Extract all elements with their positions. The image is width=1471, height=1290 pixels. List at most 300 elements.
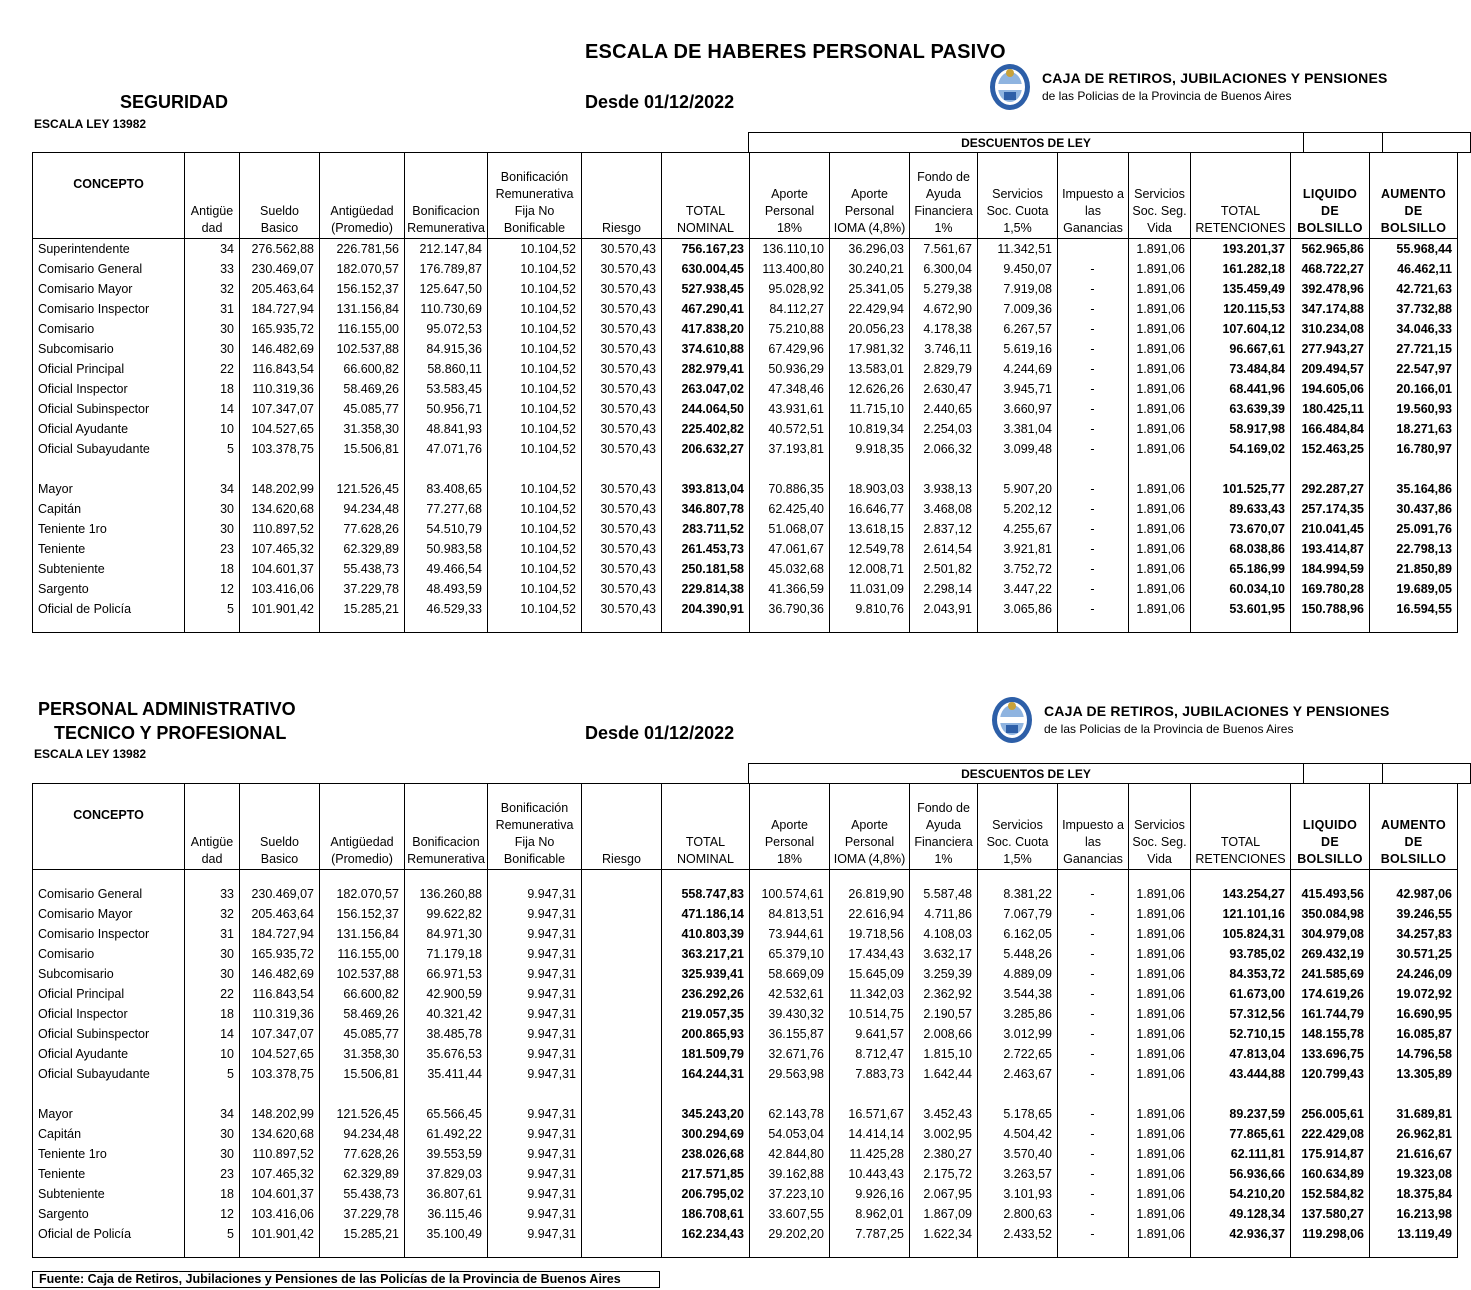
table-cell: 22.429,94: [830, 299, 910, 319]
table-cell: -: [1058, 984, 1129, 1004]
table-cell: 77.628,26: [320, 519, 405, 539]
descuentos-label: DESCUENTOS DE LEY: [749, 133, 1304, 152]
table-cell: 10.514,75: [830, 1004, 910, 1024]
table-cell: 101.901,42: [240, 1224, 320, 1244]
table-cell: 104.601,37: [240, 559, 320, 579]
table-cell: 66.600,82: [320, 359, 405, 379]
table-cell: [582, 1144, 662, 1164]
table-cell: 43.931,61: [750, 399, 830, 419]
table-cell: 2.067,95: [910, 1184, 978, 1204]
table-cell: 3.660,97: [978, 399, 1058, 419]
table-cell: 16.213,98: [1370, 1204, 1458, 1224]
table-cell: 1.891,06: [1129, 1124, 1191, 1144]
col-antiguedad-promedio: Antigüedad (Promedio): [320, 153, 405, 239]
col-total-retenciones: TOTAL RETENCIONES: [1191, 153, 1291, 239]
table-cell: 45.032,68: [750, 559, 830, 579]
table-cell: 527.938,45: [662, 279, 750, 299]
salary-table-administrativo: [32, 783, 1458, 1258]
table-cell: 36.155,87: [750, 1024, 830, 1044]
table-cell: 3.285,86: [978, 1004, 1058, 1024]
table-cell: 14: [185, 399, 240, 419]
col-total-nominal: TOTAL NOMINAL: [662, 784, 750, 870]
table-cell: 30: [185, 339, 240, 359]
row-concepto: Comisario Mayor: [33, 904, 185, 924]
table-cell: 68.441,96: [1191, 379, 1291, 399]
table-cell: 33: [185, 259, 240, 279]
table-cell: 181.509,79: [662, 1044, 750, 1064]
table-cell: 3.632,17: [910, 944, 978, 964]
table-cell: 39.430,32: [750, 1004, 830, 1024]
table-cell: 94.234,48: [320, 1124, 405, 1144]
col-total-nominal: TOTAL NOMINAL: [662, 153, 750, 239]
table-cell: -: [1058, 439, 1129, 459]
table-cell: 10.104,52: [488, 499, 582, 519]
table-cell: 236.292,26: [662, 984, 750, 1004]
salary-table-seguridad: [32, 152, 1458, 633]
table-cell: 30: [185, 1124, 240, 1144]
table-cell: 18: [185, 379, 240, 399]
table-cell: 15.285,21: [320, 599, 405, 619]
col-sueldo-basico: Sueldo Basico: [240, 153, 320, 239]
table-cell: 1.891,06: [1129, 944, 1191, 964]
table-cell: 1.891,06: [1129, 479, 1191, 499]
table-cell: 12.008,71: [830, 559, 910, 579]
table-cell: 9.947,31: [488, 984, 582, 1004]
table-cell: 116.843,54: [240, 984, 320, 1004]
table-cell: 31: [185, 299, 240, 319]
table-row: [33, 519, 1458, 539]
table-cell: 261.453,73: [662, 539, 750, 559]
table-cell: 1.891,06: [1129, 519, 1191, 539]
table-row: [33, 259, 1458, 279]
table-cell: 186.708,61: [662, 1204, 750, 1224]
table-row: [33, 1164, 1458, 1184]
table-cell: -: [1058, 1004, 1129, 1024]
table-cell: 134.620,68: [240, 1124, 320, 1144]
table-cell: 9.947,31: [488, 944, 582, 964]
table-cell: 37.193,81: [750, 439, 830, 459]
institution-logo: [988, 62, 1388, 110]
table-cell: 1.867,09: [910, 1204, 978, 1224]
table-cell: 54.210,20: [1191, 1184, 1291, 1204]
table-cell: 11.342,51: [978, 239, 1058, 260]
table-cell: 1.622,34: [910, 1224, 978, 1244]
table-cell: 95.028,92: [750, 279, 830, 299]
table-cell: 62.329,89: [320, 539, 405, 559]
table-cell: 1.891,06: [1129, 599, 1191, 619]
spacer-row: [33, 1244, 1458, 1258]
table-cell: 50.956,71: [405, 399, 488, 419]
table-cell: 3.065,86: [978, 599, 1058, 619]
table-cell: 18: [185, 1184, 240, 1204]
table-cell: 47.071,76: [405, 439, 488, 459]
table-cell: 30.570,43: [582, 439, 662, 459]
table-row: [33, 279, 1458, 299]
institution-logo-2: [990, 695, 1390, 743]
row-concepto: Oficial Subinspector: [33, 399, 185, 419]
table-cell: 347.174,88: [1291, 299, 1370, 319]
table-cell: 558.747,83: [662, 884, 750, 904]
table-cell: 9.641,57: [830, 1024, 910, 1044]
table-cell: 89.237,59: [1191, 1104, 1291, 1124]
table-cell: 3.381,04: [978, 419, 1058, 439]
table-cell: 156.152,37: [320, 279, 405, 299]
row-concepto: Oficial Subayudante: [33, 1064, 185, 1084]
table-cell: 467.290,41: [662, 299, 750, 319]
row-concepto: Comisario General: [33, 884, 185, 904]
table-cell: 110.730,69: [405, 299, 488, 319]
table-cell: -: [1058, 884, 1129, 904]
descuentos-label: DESCUENTOS DE LEY: [749, 764, 1304, 783]
table-row: [33, 599, 1458, 619]
table-cell: 101.901,42: [240, 599, 320, 619]
table-cell: 30: [185, 964, 240, 984]
table-cell: 9.947,31: [488, 1184, 582, 1204]
table-cell: 152.584,82: [1291, 1184, 1370, 1204]
table-cell: 99.622,82: [405, 904, 488, 924]
table-cell: 30.570,43: [582, 499, 662, 519]
table-cell: 66.971,53: [405, 964, 488, 984]
table-cell: 40.572,51: [750, 419, 830, 439]
table-cell: 103.378,75: [240, 1064, 320, 1084]
table-cell: 22.547,97: [1370, 359, 1458, 379]
table-cell: 60.034,10: [1191, 579, 1291, 599]
table-cell: 193.414,87: [1291, 539, 1370, 559]
col-aporte-18: Aporte Personal 18%: [750, 153, 830, 239]
col-antiguedad-anios: Antigüe dad: [185, 153, 240, 239]
table-cell: 121.526,45: [320, 1104, 405, 1124]
table-row: [33, 439, 1458, 459]
table-cell: 94.234,48: [320, 499, 405, 519]
table-cell: 184.727,94: [240, 924, 320, 944]
table-cell: 165.935,72: [240, 944, 320, 964]
table-cell: 22: [185, 984, 240, 1004]
table-cell: 9.947,31: [488, 1124, 582, 1144]
table-cell: 9.926,16: [830, 1184, 910, 1204]
table-cell: -: [1058, 579, 1129, 599]
table-cell: 325.939,41: [662, 964, 750, 984]
table-cell: 250.181,58: [662, 559, 750, 579]
table-cell: 3.101,93: [978, 1184, 1058, 1204]
table-cell: 1.891,06: [1129, 279, 1191, 299]
table-row: [33, 559, 1458, 579]
table-cell: 11.425,28: [830, 1144, 910, 1164]
table-cell: 30.570,43: [582, 539, 662, 559]
table-cell: 9.947,31: [488, 1164, 582, 1184]
table-cell: 42.936,37: [1191, 1224, 1291, 1244]
table-cell: 32: [185, 279, 240, 299]
table-cell: 2.722,65: [978, 1044, 1058, 1064]
table-cell: 9.947,31: [488, 964, 582, 984]
table-cell: 61.492,22: [405, 1124, 488, 1144]
table-cell: 110.897,52: [240, 1144, 320, 1164]
table-cell: 2.043,91: [910, 599, 978, 619]
table-cell: 16.780,97: [1370, 439, 1458, 459]
table-cell: 225.402,82: [662, 419, 750, 439]
table-cell: 238.026,68: [662, 1144, 750, 1164]
table-cell: 30.570,43: [582, 339, 662, 359]
table-cell: 9.947,31: [488, 1224, 582, 1244]
table-cell: 104.527,65: [240, 419, 320, 439]
table-cell: 31.358,30: [320, 419, 405, 439]
table-cell: 38.485,78: [405, 1024, 488, 1044]
table-cell: 116.155,00: [320, 319, 405, 339]
table-cell: 34: [185, 1104, 240, 1124]
table-cell: 230.469,07: [240, 884, 320, 904]
table-cell: 5.907,20: [978, 479, 1058, 499]
table-cell: 1.891,06: [1129, 1204, 1191, 1224]
table-cell: 16.690,95: [1370, 1004, 1458, 1024]
table-cell: 2.175,72: [910, 1164, 978, 1184]
table-cell: 31: [185, 924, 240, 944]
table-cell: 103.378,75: [240, 439, 320, 459]
table-cell: 134.620,68: [240, 499, 320, 519]
logo-subtitle: de las Policias de la Provincia de Buenos Aires: [1044, 721, 1294, 736]
table-cell: 4.889,09: [978, 964, 1058, 984]
table-cell: 137.580,27: [1291, 1204, 1370, 1224]
table-cell: 84.971,30: [405, 924, 488, 944]
table-cell: 4.244,69: [978, 359, 1058, 379]
table-cell: 18: [185, 1004, 240, 1024]
table-row: [33, 299, 1458, 319]
table-cell: 1.642,44: [910, 1064, 978, 1084]
table-cell: 292.287,27: [1291, 479, 1370, 499]
table-cell: 42.721,63: [1370, 279, 1458, 299]
table-cell: 6.300,04: [910, 259, 978, 279]
table-cell: 29.202,20: [750, 1224, 830, 1244]
table-cell: 10.104,52: [488, 519, 582, 539]
table-cell: 156.152,37: [320, 904, 405, 924]
table-cell: 1.891,06: [1129, 339, 1191, 359]
table-cell: 15.285,21: [320, 1224, 405, 1244]
table-cell: 209.494,57: [1291, 359, 1370, 379]
table-cell: 471.186,14: [662, 904, 750, 924]
table-cell: 56.936,66: [1191, 1164, 1291, 1184]
table-cell: 58.469,26: [320, 1004, 405, 1024]
table-cell: 10.104,52: [488, 319, 582, 339]
table-cell: 107.347,07: [240, 1024, 320, 1044]
table-cell: 14.414,14: [830, 1124, 910, 1144]
table-row: [33, 944, 1458, 964]
table-cell: 15.645,09: [830, 964, 910, 984]
table-cell: 110.897,52: [240, 519, 320, 539]
table-cell: -: [1058, 599, 1129, 619]
table-cell: 8.962,01: [830, 1204, 910, 1224]
table-cell: 30.437,86: [1370, 499, 1458, 519]
table-cell: 277.943,27: [1291, 339, 1370, 359]
table-cell: [582, 1164, 662, 1184]
table-cell: 9.947,31: [488, 1024, 582, 1044]
table-cell: 21.616,67: [1370, 1144, 1458, 1164]
col-aumento: AUMENTO DE BOLSILLO: [1370, 784, 1458, 870]
table-cell: 276.562,88: [240, 239, 320, 260]
table-cell: 30: [185, 519, 240, 539]
table-cell: 96.667,61: [1191, 339, 1291, 359]
table-cell: 1.891,06: [1129, 1044, 1191, 1064]
table-cell: 1.891,06: [1129, 319, 1191, 339]
table-cell: 54.053,04: [750, 1124, 830, 1144]
table-cell: 14: [185, 1024, 240, 1044]
table-cell: 2.463,67: [978, 1064, 1058, 1084]
table-cell: 37.829,03: [405, 1164, 488, 1184]
table-cell: 30.571,25: [1370, 944, 1458, 964]
table-cell: 9.947,31: [488, 1044, 582, 1064]
table-cell: 10.104,52: [488, 579, 582, 599]
table-cell: 19.689,05: [1370, 579, 1458, 599]
row-concepto: Comisario Inspector: [33, 299, 185, 319]
table-cell: 282.979,41: [662, 359, 750, 379]
table-cell: [582, 1004, 662, 1024]
table-cell: 146.482,69: [240, 964, 320, 984]
table-cell: 121.101,16: [1191, 904, 1291, 924]
table-cell: 37.732,88: [1370, 299, 1458, 319]
table-cell: 9.947,31: [488, 884, 582, 904]
table-cell: 2.614,54: [910, 539, 978, 559]
table-cell: 10.104,52: [488, 599, 582, 619]
table-cell: 35.411,44: [405, 1064, 488, 1084]
table-cell: 13.119,49: [1370, 1224, 1458, 1244]
table-cell: -: [1058, 519, 1129, 539]
row-concepto: Mayor: [33, 1104, 185, 1124]
table-cell: 2.501,82: [910, 559, 978, 579]
table-cell: 1.815,10: [910, 1044, 978, 1064]
table-cell: 4.504,42: [978, 1124, 1058, 1144]
table-cell: 22: [185, 359, 240, 379]
table-row: [33, 1044, 1458, 1064]
table-cell: 34.046,33: [1370, 319, 1458, 339]
table-cell: -: [1058, 379, 1129, 399]
row-concepto: Teniente 1ro: [33, 1144, 185, 1164]
table-cell: 73.670,07: [1191, 519, 1291, 539]
table-cell: 30.570,43: [582, 399, 662, 419]
table-cell: 55.438,73: [320, 559, 405, 579]
row-concepto: Oficial de Policía: [33, 599, 185, 619]
table-cell: 46.529,33: [405, 599, 488, 619]
table-cell: 37.223,10: [750, 1184, 830, 1204]
table-cell: 135.459,49: [1191, 279, 1291, 299]
table-cell: 8.381,22: [978, 884, 1058, 904]
table-cell: 15.506,81: [320, 1064, 405, 1084]
table-cell: 10.104,52: [488, 299, 582, 319]
table-cell: 10.104,52: [488, 479, 582, 499]
table-cell: 33: [185, 884, 240, 904]
table-cell: 14.796,58: [1370, 1044, 1458, 1064]
row-concepto: Subcomisario: [33, 339, 185, 359]
table-cell: 8.712,47: [830, 1044, 910, 1064]
row-concepto: Sargento: [33, 1204, 185, 1224]
table-cell: 10.104,52: [488, 259, 582, 279]
table-cell: 15.506,81: [320, 439, 405, 459]
table-cell: 13.583,01: [830, 359, 910, 379]
seal-icon: [990, 695, 1034, 743]
col-concepto: CONCEPTO: [33, 784, 185, 870]
table-cell: 34: [185, 479, 240, 499]
table-cell: 9.450,07: [978, 259, 1058, 279]
table-cell: 48.841,93: [405, 419, 488, 439]
table-cell: 26.819,90: [830, 884, 910, 904]
table-cell: 2.362,92: [910, 984, 978, 1004]
table-cell: [582, 1064, 662, 1084]
table-cell: 200.865,93: [662, 1024, 750, 1044]
table-cell: 363.217,21: [662, 944, 750, 964]
table-cell: 73.484,84: [1191, 359, 1291, 379]
col-fondo-ayuda: Fondo de Ayuda Financiera 1%: [910, 153, 978, 239]
table-cell: 95.072,53: [405, 319, 488, 339]
table-cell: 37.229,78: [320, 579, 405, 599]
table-cell: 175.914,87: [1291, 1144, 1370, 1164]
table-cell: 58.669,09: [750, 964, 830, 984]
table-cell: 100.574,61: [750, 884, 830, 904]
table-cell: 1.891,06: [1129, 399, 1191, 419]
source-footer: Fuente: Caja de Retiros, Jubilaciones y Pensiones de las Policías de la Provincia de Buenos Aires: [32, 1271, 660, 1288]
table-cell: 2.837,12: [910, 519, 978, 539]
spacer-row: [33, 870, 1458, 885]
row-concepto: Oficial de Policía: [33, 1224, 185, 1244]
table-cell: 1.891,06: [1129, 359, 1191, 379]
row-concepto: Oficial Principal: [33, 984, 185, 1004]
section-escala: ESCALA LEY 13982: [34, 117, 147, 131]
table-cell: 89.633,43: [1191, 499, 1291, 519]
table-cell: -: [1058, 359, 1129, 379]
table-cell: 3.012,99: [978, 1024, 1058, 1044]
col-servicios-cuota: Servicios Soc. Cuota 1,5%: [978, 784, 1058, 870]
table-cell: -: [1058, 539, 1129, 559]
table-row: [33, 964, 1458, 984]
table-cell: 75.210,88: [750, 319, 830, 339]
table-cell: 116.843,54: [240, 359, 320, 379]
table-cell: -: [1058, 1024, 1129, 1044]
table-cell: 67.429,96: [750, 339, 830, 359]
table-cell: 22.798,13: [1370, 539, 1458, 559]
table-cell: 10.104,52: [488, 379, 582, 399]
table-cell: 2.298,14: [910, 579, 978, 599]
table-cell: 1.891,06: [1129, 1224, 1191, 1244]
table-cell: 30.570,43: [582, 239, 662, 260]
col-antiguedad-promedio: Antigüedad (Promedio): [320, 784, 405, 870]
table-cell: 346.807,78: [662, 499, 750, 519]
table-cell: 47.348,46: [750, 379, 830, 399]
table-cell: 1.891,06: [1129, 1184, 1191, 1204]
row-concepto: Sargento: [33, 579, 185, 599]
table-cell: -: [1058, 319, 1129, 339]
table-cell: 65.186,99: [1191, 559, 1291, 579]
table-cell: 25.341,05: [830, 279, 910, 299]
table-cell: 143.254,27: [1191, 884, 1291, 904]
table-cell: 42.987,06: [1370, 884, 1458, 904]
table-cell: 42.844,80: [750, 1144, 830, 1164]
table-cell: 1.891,06: [1129, 1004, 1191, 1024]
table-cell: 9.947,31: [488, 1144, 582, 1164]
table-cell: 2.829,79: [910, 359, 978, 379]
table-cell: [582, 1024, 662, 1044]
table-cell: 2.008,66: [910, 1024, 978, 1044]
row-concepto: Comisario: [33, 319, 185, 339]
table-cell: 1.891,06: [1129, 539, 1191, 559]
table-cell: 110.319,36: [240, 1004, 320, 1024]
table-cell: 29.563,98: [750, 1064, 830, 1084]
table-cell: 310.234,08: [1291, 319, 1370, 339]
row-concepto: Teniente 1ro: [33, 519, 185, 539]
table-row: [33, 1124, 1458, 1144]
table-cell: 33.607,55: [750, 1204, 830, 1224]
table-row: [33, 1024, 1458, 1044]
table-cell: 1.891,06: [1129, 884, 1191, 904]
col-sueldo-basico: Sueldo Basico: [240, 784, 320, 870]
table-cell: 166.484,84: [1291, 419, 1370, 439]
table-cell: 1.891,06: [1129, 964, 1191, 984]
table-cell: 19.072,92: [1370, 984, 1458, 1004]
row-concepto: Capitán: [33, 499, 185, 519]
